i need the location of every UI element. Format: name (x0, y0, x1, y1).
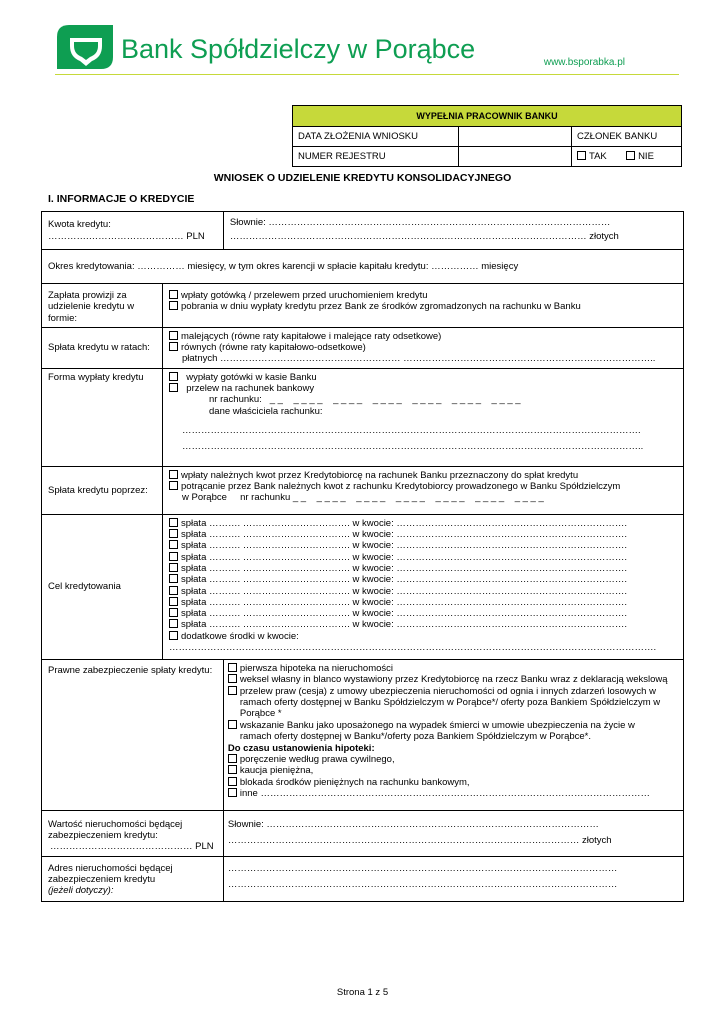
bank-url[interactable]: www.bsporabka.pl (543, 57, 625, 68)
purpose-checkbox[interactable] (169, 529, 178, 538)
member-no-label: NIE (638, 151, 654, 162)
commission-label: Zapłata prowizji za udzielenie kredytu w formie: (42, 284, 163, 328)
commission-deduct-checkbox[interactable] (169, 301, 178, 310)
installments-payable[interactable]: płatnych ………………………………………………… …………………………………………………………………….. (182, 353, 656, 365)
page-header (55, 24, 680, 76)
amount-words-line1: Słownie: ……………………………………………………………………………………………… (229, 217, 611, 228)
date-field[interactable] (459, 127, 572, 147)
address-line2: …………………………………………………………………………………………………………… (227, 879, 618, 891)
amount-label: Kwota kredytu: ………….………………………… PLN (48, 219, 205, 242)
payout-cash-checkbox[interactable] (169, 372, 178, 381)
security-until-heading: Do czasu ustanowienia hipoteki: (227, 742, 375, 754)
purpose-additional-label: dodatkowe środki w kwocie: (181, 630, 299, 642)
purpose-line: spłata ………. ……………………………. w kwocie: ………………………………………………………………. (181, 596, 628, 608)
security-cession-checkbox[interactable] (228, 686, 237, 695)
register-field[interactable] (459, 147, 572, 167)
installments-opt2: równych (równe raty kapitałowo-odsetkowe) (181, 342, 366, 354)
purpose-additional-checkbox[interactable] (169, 631, 178, 640)
member-options (572, 147, 682, 167)
security-promissory-checkbox[interactable] (228, 674, 237, 683)
commission-cash-checkbox[interactable] (169, 290, 178, 299)
purpose-options (163, 514, 684, 659)
security-deposit-checkbox[interactable] (228, 765, 237, 774)
header-divider (55, 74, 679, 75)
commission-opt1: wpłaty gotówką / przelewem przed uruchomieniem kredytu (181, 290, 428, 301)
register-label: NUMER REJESTRU (293, 147, 459, 167)
repayment-label: Spłata kredytu poprzez: (42, 466, 163, 514)
purpose-line: spłata ………. ……………………………. w kwocie: ………………………………………………………………. (181, 529, 628, 541)
payout-owner-line2[interactable]: ……………………………………………………………………………………………………………………………….. (182, 441, 644, 453)
address-field[interactable] (223, 856, 683, 901)
purpose-checkbox[interactable] (169, 563, 178, 572)
member-label: CZŁONEK BANKU (572, 127, 682, 147)
purpose-checkbox[interactable] (169, 597, 178, 606)
payout-account-field[interactable]: nr rachunku: _ _ _ _ _ _ _ _ _ _ _ _ _ _ _ _ _ _ _ _ _ _ _ _ _ _ (209, 394, 521, 406)
commission-opt2: pobrania w dniu wypłaty kredytu przez Bank ze środków zgromadzonych na rachunku w Banku (181, 301, 581, 313)
payout-options (163, 368, 684, 466)
bank-logo-icon (55, 24, 117, 70)
purpose-additional-line[interactable]: ………………………………………………………………………………………………………………………………………. (169, 642, 657, 654)
amount-words-field[interactable] (223, 212, 683, 250)
document-title: WNIOSEK O UDZIELENIE KREDYTU KONSOLIDACYJNEGO (213, 172, 512, 184)
purpose-checkbox[interactable] (169, 574, 178, 583)
member-no-checkbox[interactable] (626, 151, 635, 160)
security-opt6: kaucja pieniężna, (239, 765, 314, 777)
amount-field[interactable] (42, 212, 224, 250)
address-label-note: (jeżeli dotyczy): (48, 885, 114, 897)
installments-options (163, 327, 684, 368)
purpose-checkbox[interactable] (169, 586, 178, 595)
period-text: Okres kredytowania: …………… miesięcy, w tym okres karencji w spłacie kapitału kredytu: …………… miesięcy (48, 260, 519, 272)
security-opt1: pierwsza hipoteka na nieruchomości (239, 662, 393, 674)
repayment-deduct-checkbox[interactable] (169, 481, 178, 490)
value-pln: ……………………………………… PLN (50, 841, 214, 853)
purpose-line: spłata ………. ……………………………. w kwocie: ………………………………………………………………. (181, 551, 628, 563)
repayment-account-field[interactable]: w Porąbce nr rachunku _ _ _ _ _ _ _ _ _ _ _ _ _ _ _ _ _ _ _ _ _ _ _ _ _ _ (182, 492, 544, 504)
purpose-checkbox[interactable] (169, 608, 178, 617)
payout-label: Forma wypłaty kredytu (42, 368, 163, 466)
purpose-line: spłata ………. ……………………………. w kwocie: ………………………………………………………………. (181, 540, 628, 552)
purpose-checkbox[interactable] (169, 540, 178, 549)
repayment-deposit-checkbox[interactable] (169, 470, 178, 479)
purpose-checkbox[interactable] (169, 552, 178, 561)
security-opt2: weksel własny in blanco wystawiony przez Kredytobiorcę na rzecz Banku wraz z deklaracją wekslową (239, 674, 668, 686)
value-label: Wartość nieruchomości będącej zabezpieczeniem kredytu: (48, 818, 183, 842)
value-words-field[interactable] (223, 810, 683, 856)
installments-equal-checkbox[interactable] (169, 342, 178, 351)
value-words-line2: ………………………………………………………………………………………………… złotych (227, 835, 612, 847)
address-label: Adres nieruchomości będącej zabezpieczeniem kredytu (48, 862, 173, 886)
security-options (223, 659, 683, 810)
security-opt7: blokada środków pieniężnych na rachunku bankowym, (239, 776, 470, 788)
security-life-insurance-checkbox[interactable] (228, 720, 237, 729)
security-block-checkbox[interactable] (228, 777, 237, 786)
page-number: Strona 1 z 5 (336, 987, 389, 998)
credit-info-table (41, 211, 684, 902)
installments-opt1: malejących (równe raty kapitałowe i malejące raty odsetkowe) (181, 330, 442, 342)
section-title: I. INFORMACJE O KREDYCIE (48, 193, 195, 205)
date-label: DATA ZŁOŻENIA WNIOSKU (293, 127, 459, 147)
purpose-line: spłata ………. ……………………………. w kwocie: ………………………………………………………………. (181, 585, 628, 597)
payout-opt1: wypłaty gotówki w kasie Banku (186, 371, 317, 383)
purpose-label: Cel kredytowania (42, 514, 163, 659)
amount-words-line2: …………………………………………………………..……………………………………… złotych (229, 231, 619, 243)
address-line1: …………………………………………………………………………………………………………… (227, 862, 618, 874)
value-words-line1: Słownie: …………………………………………………………………………………………… (227, 818, 599, 830)
payout-transfer-checkbox[interactable] (169, 383, 178, 392)
commission-options (163, 284, 684, 328)
bank-name: Bank Spółdzielczy w Porąbce (121, 34, 476, 64)
security-surety-checkbox[interactable] (228, 754, 237, 763)
staff-box-title: WYPEŁNIA PRACOWNIK BANKU (293, 106, 682, 127)
security-opt8[interactable]: inne …………………………………………………………………………………………………………… (239, 788, 650, 800)
period-field[interactable] (42, 250, 684, 284)
security-opt5: poręczenie według prawa cywilnego, (239, 754, 395, 766)
security-opt3: przelew praw (cesja) z umowy ubezpieczenia nieruchomości od ognia i innych zdarzeń losowych w ramach oferty dostępnej w Banku Spółdzielczym w Porąbce*/ oferty poza Bankiem Spółdzielczym w Porąbce * (239, 685, 661, 720)
member-yes-label: TAK (589, 151, 607, 162)
payout-owner-line1[interactable]: ………………………………………………………………………………………………………………………………. (182, 424, 641, 436)
security-label: Prawne zabezpieczenie spłaty kredytu: (42, 659, 224, 810)
staff-box (292, 105, 682, 167)
installments-decreasing-checkbox[interactable] (169, 331, 178, 340)
purpose-checkbox[interactable] (169, 619, 178, 628)
member-yes-checkbox[interactable] (577, 151, 586, 160)
security-mortgage-checkbox[interactable] (228, 663, 237, 672)
address-label-cell (42, 856, 224, 901)
repayment-opt2: potrącanie przez Bank należnych kwot z rachunku Kredytobiorcy prowadzonego w Banku Spółdzielczym (181, 481, 621, 493)
purpose-checkbox[interactable] (169, 518, 178, 527)
purpose-line: spłata ………. ……………………………. w kwocie: ………………………………………………………………. (181, 608, 628, 620)
payout-opt2: przelew na rachunek bankowy (186, 383, 315, 395)
purpose-line: spłata ………. ……………………………. w kwocie: ………………………………………………………………. (181, 574, 628, 586)
value-field[interactable] (42, 810, 224, 856)
purpose-line: spłata ………. ……………………………. w kwocie: ………………………………………………………………. (181, 619, 628, 631)
purpose-line: spłata ………. ……………………………. w kwocie: ………………………………………………………………. (181, 562, 628, 574)
installments-label: Spłata kredytu w ratach: (42, 327, 163, 368)
payout-owner-label: dane właściciela rachunku: (209, 405, 323, 417)
security-opt4: wskazanie Banku jako uposażonego na wypadek śmierci w umowie ubezpieczenia na życie w ramach oferty dostępnej w Banku*/oferty poza Bankiem Spółdzielczym w Porąbce*. (239, 719, 635, 743)
repayment-opt1: wpłaty należnych kwot przez Kredytobiorcę na rachunek Banku przeznaczony do spłat kredytu (181, 469, 579, 481)
security-other-checkbox[interactable] (228, 788, 237, 797)
repayment-options (163, 466, 684, 514)
purpose-line: spłata ………. ……………………………. w kwocie: ………………………………………………………………. (181, 517, 628, 529)
